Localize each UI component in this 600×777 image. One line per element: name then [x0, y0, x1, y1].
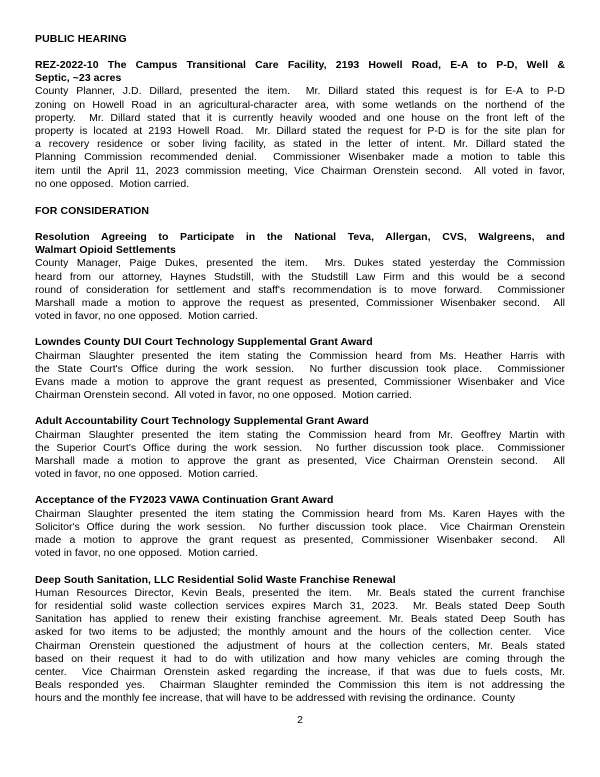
item-body-paragraph — [35, 257, 565, 323]
section-spacer — [35, 46, 565, 59]
item-heading — [35, 494, 565, 507]
section-spacer — [35, 481, 565, 494]
body-line: the State Court's Office during the work session. No further discussion took place. Commissioner — [35, 362, 565, 375]
body-line: Marshall made a motion to approve the request as presented, Commissioner Wisenbaker second. All — [35, 297, 565, 310]
body-line: Chairman Orenstein second. All voted in favor, no one opposed. Motion carried. — [35, 389, 412, 402]
body-line: round of consideration for settlement and staff's recommendation is to move forward. Commissioner — [35, 283, 565, 296]
body-line: Marshall made a motion to approve the grant as presented, Vice Chairman Orenstein second. All — [35, 455, 565, 468]
body-line: hours and the monthly fee increase, that will have to be addressed with revising the ordinance. County — [35, 692, 516, 705]
item-heading-line: Lowndes County DUI Court Technology Supplemental Grant Award — [35, 336, 373, 349]
item-heading — [35, 574, 565, 587]
item-body-paragraph — [35, 350, 565, 403]
item-body-paragraph — [35, 587, 565, 706]
body-line: heard from our attorney, Haynes Studstill, with the Studstill Law Firm and this would be a second — [35, 270, 565, 283]
body-line: Evans made a motion to approve the grant request as presented, Commissioner Wisenbaker and Vice — [35, 376, 565, 389]
body-line: property is located at 2193 Howell Road. Mr. Dillard stated the request for P-D is for the site plan for — [35, 125, 565, 138]
body-line: property. Mr. Dillard stated that it is currently heavily wooded and one house on the front left of the — [35, 111, 565, 124]
section-spacer — [35, 561, 565, 574]
body-line: voted in favor, no one opposed. Motion carried. — [35, 310, 258, 323]
body-line: asked for two items to be adjusted; the monthly amount and the hours of the collection center. Vice — [35, 626, 565, 639]
item-heading-line: Adult Accountability Court Technology Supplemental Grant Award — [35, 415, 369, 428]
item-heading — [35, 231, 565, 257]
page-number: 2 — [297, 714, 303, 726]
item-body-paragraph — [35, 508, 565, 561]
section-spacer — [35, 218, 565, 231]
body-line: the Superior Court's Office during the work session. No further discussion took place. Commissioner — [35, 441, 565, 454]
body-line: voted in favor, no one opposed. Motion carried. — [35, 468, 258, 481]
item-heading-line: Deep South Sanitation, LLC Residential Solid Waste Franchise Renewal — [35, 573, 396, 586]
body-line: no one opposed. Motion carried. — [35, 177, 190, 190]
body-line: Planning Commission recommended denial. Commissioner Wisenbaker made a motion to table this — [35, 151, 565, 164]
item-heading — [35, 415, 565, 428]
body-line: item until the April 11, 2023 commission meeting, Vice Chairman Orenstein second. All voted in favor, — [35, 164, 565, 177]
body-line: Beals responded yes. Chairman Slaughter reminded the Commission this item is not addressing the — [35, 679, 565, 692]
body-line: Solicitor's Office during the work session. No further discussion took place. Vice Chairman Orenstein — [35, 520, 565, 533]
item-heading-line: Acceptance of the FY2023 VAWA Continuation Grant Award — [35, 494, 334, 507]
body-line: Chairman Orenstein questioned the adjustment of hours at the collection centers, Mr. Beals stated — [35, 639, 565, 652]
body-line: a recovery residence or sober living facility, as stated in the letter of intent. Mr. Dillard stated the — [35, 138, 565, 151]
body-line: County Planner, J.D. Dillard, presented the item. Mr. Dillard stated this request is for E-A to P-D — [35, 85, 565, 98]
item-heading — [35, 59, 565, 85]
section-spacer — [35, 191, 565, 205]
item-body-paragraph — [35, 429, 565, 482]
body-line: Chairman Slaughter presented the item stating the Commission heard from Mr. Geoffrey Martin with — [35, 428, 565, 441]
body-line: based on their request it had to do with utilization and how many vehicles are coming through the — [35, 652, 565, 665]
body-line: Human Resources Director, Kevin Beals, presented the item. Mr. Beals stated the current franchise — [35, 586, 565, 599]
item-body-paragraph — [35, 85, 565, 191]
section-heading: FOR CONSIDERATION — [35, 205, 150, 218]
body-line: made a motion to approve the grant request as presented, Commissioner Wisenbaker second. All — [35, 534, 565, 547]
body-line: Chairman Slaughter presented the item stating the Commission heard from Ms. Heather Harris with — [35, 349, 565, 362]
item-heading — [35, 336, 565, 349]
section-spacer — [35, 402, 565, 415]
item-heading-line: Septic, ~23 acres — [35, 72, 122, 85]
section-spacer — [35, 323, 565, 336]
body-line: for residential solid waste collection services expires March 31, 2023. Mr. Beals stated Deep South — [35, 599, 565, 612]
item-heading-line: Resolution Agreeing to Participate in the National Teva, Allergan, CVS, Walgreens, and — [35, 231, 565, 244]
body-line: Chairman Slaughter presented the item stating the Commission heard from Ms. Karen Hayes with the — [35, 507, 565, 520]
body-line: Sanitation has applied to renew their existing franchise agreement. Mr. Beals stated Deep South has — [35, 613, 565, 626]
document-content — [35, 33, 565, 706]
body-line: voted in favor, no one opposed. Motion carried. — [35, 547, 258, 560]
body-line: center. Vice Chairman Orenstein asked regarding the increase, if that was due to fuels costs, Mr. — [35, 665, 565, 678]
body-line: zoning on Howell Road in an agricultural-character area, with some wetlands on the northend of the — [35, 98, 565, 111]
body-line: County Manager, Paige Dukes, presented the item. Mrs. Dukes stated yesterday the Commission — [35, 257, 565, 270]
item-heading-line: Walmart Opioid Settlements — [35, 244, 176, 257]
item-heading-line: REZ-2022-10 The Campus Transitional Care Facility, 2193 Howell Road, E-A to P-D, Well & — [35, 59, 565, 71]
section-heading: PUBLIC HEARING — [35, 33, 127, 45]
